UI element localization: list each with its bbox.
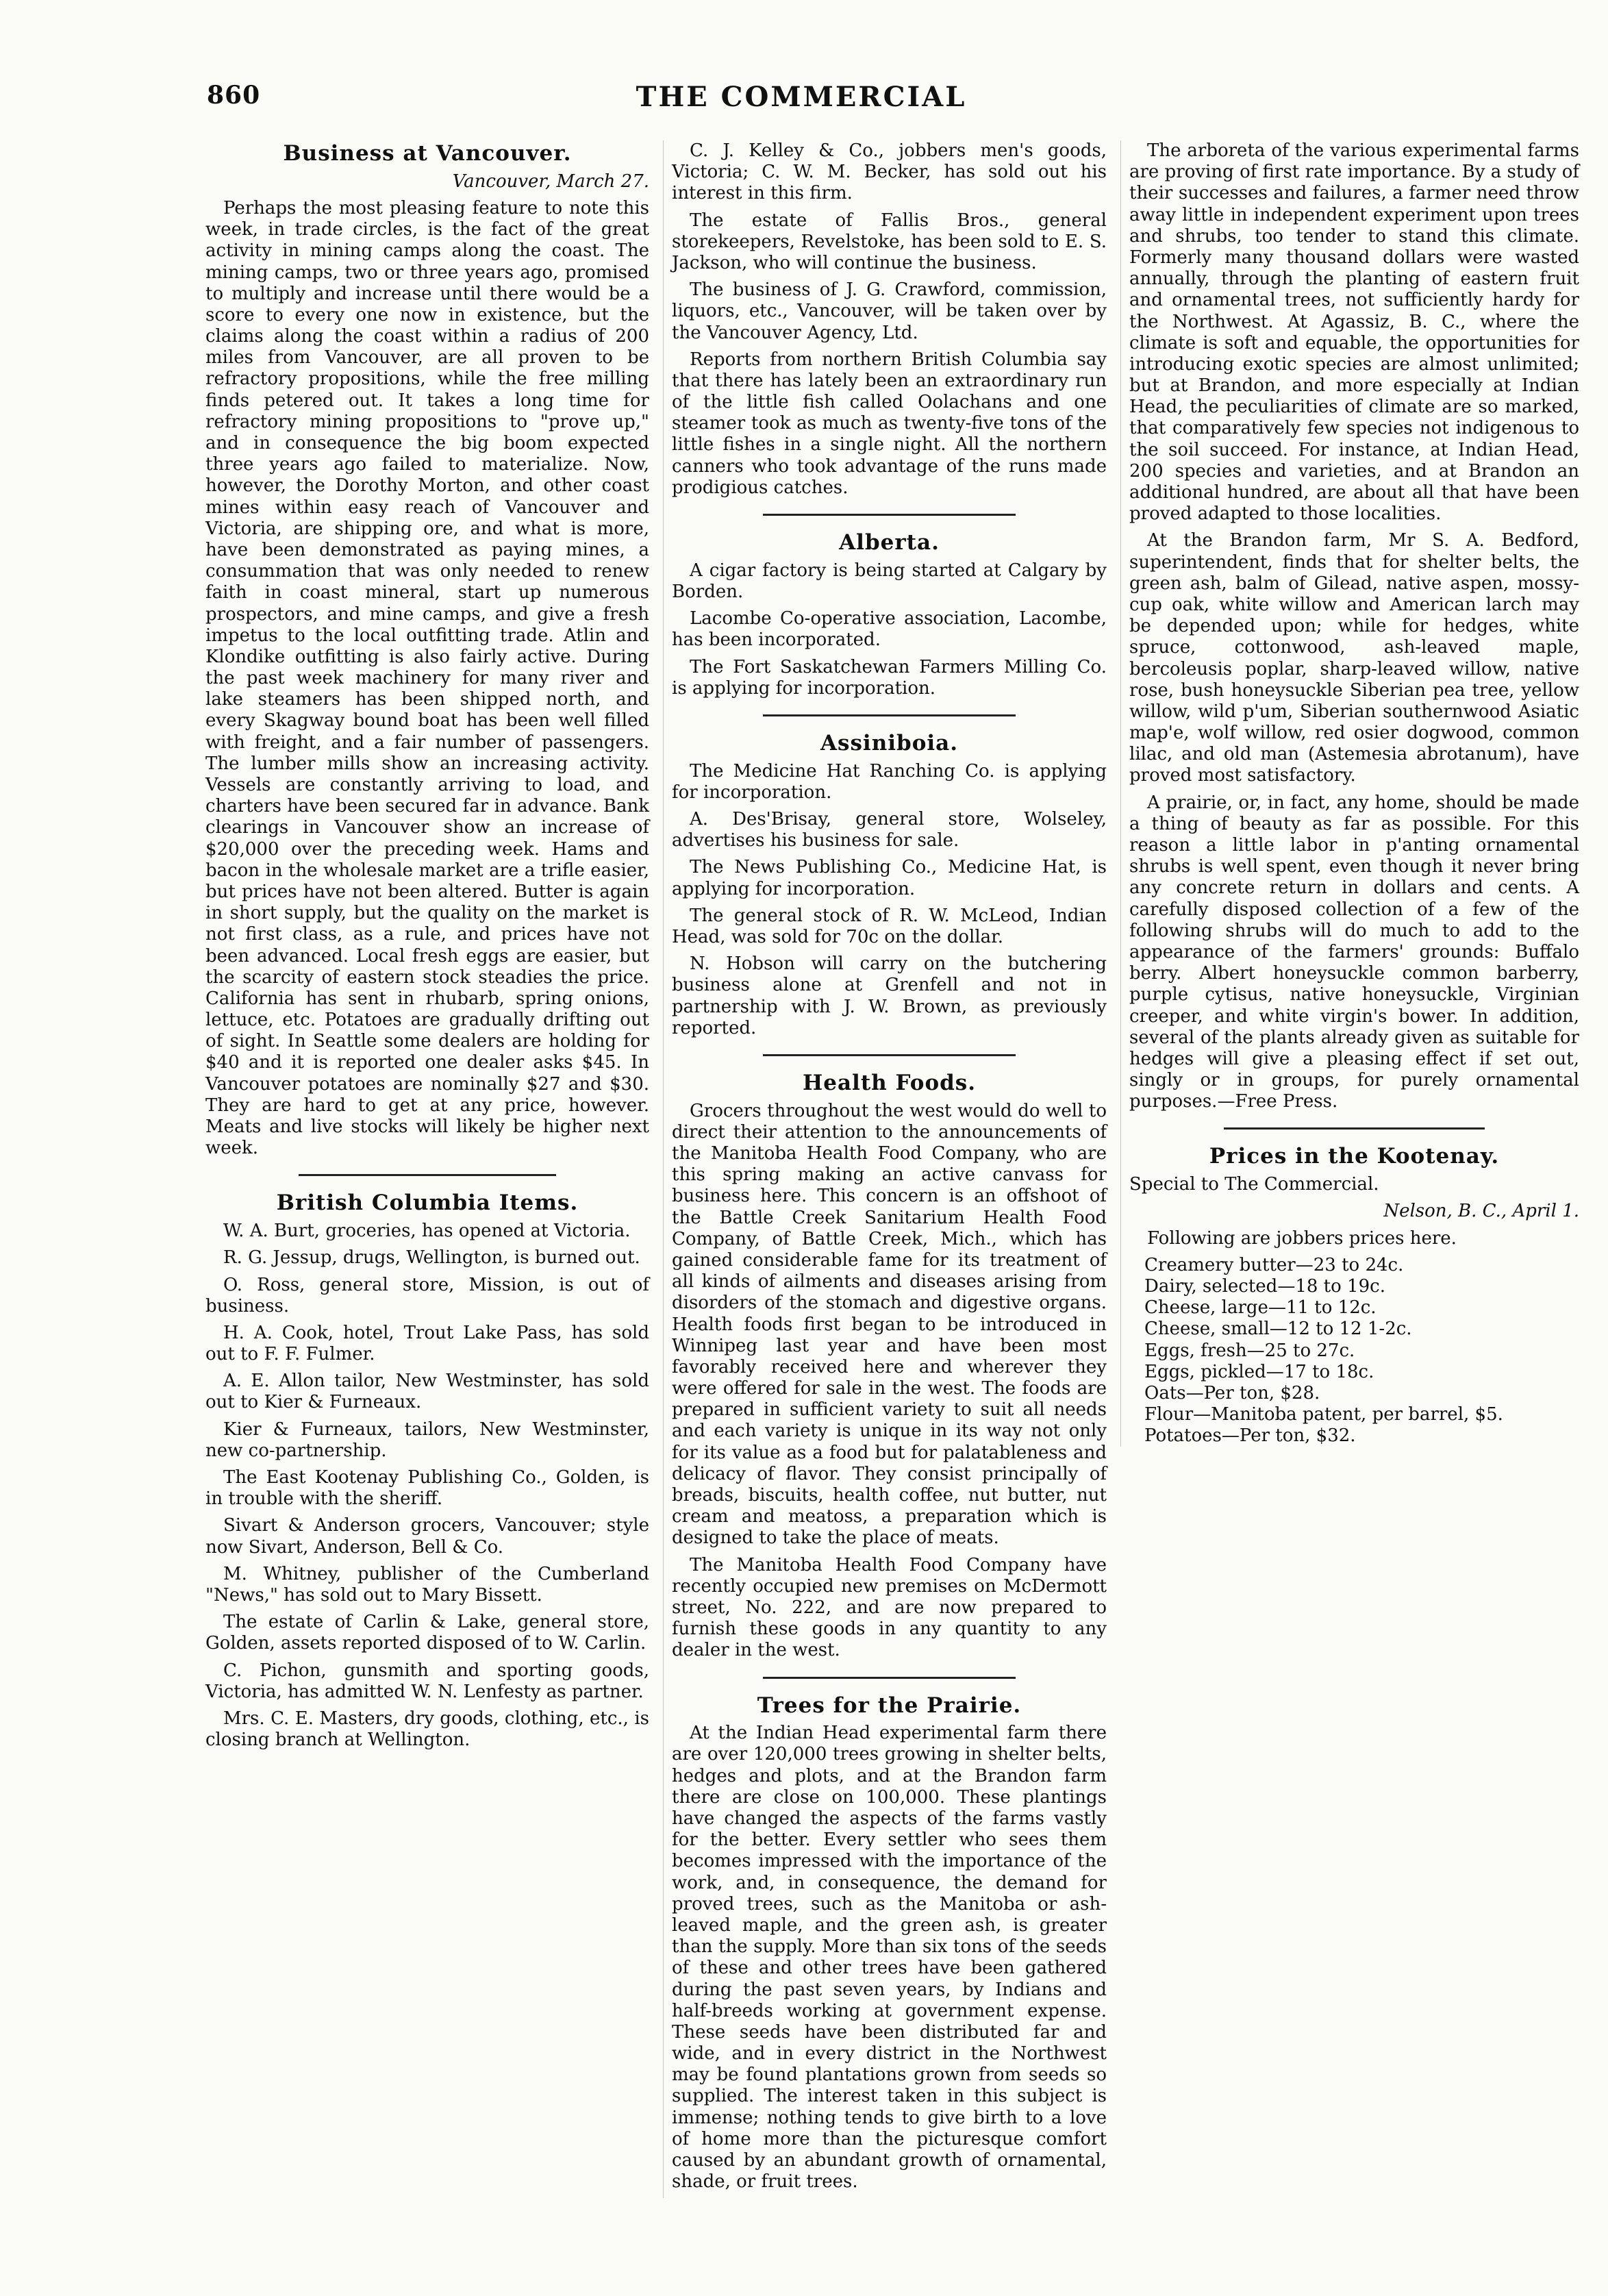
news-item: A. Des'Brisay, general store, Wolseley, advertises his business for sale. (672, 809, 1107, 851)
news-item: The News Publishing Co., Medicine Hat, is applying for incorporation. (672, 857, 1107, 899)
news-item: H. A. Cook, hotel, Trout Lake Pass, has sold out to F. F. Fulmer. (205, 1322, 649, 1365)
article-title-health-foods: Health Foods. (802, 1070, 977, 1095)
column-1 (205, 140, 649, 1756)
price-line: Oats—Per ton, $28. (1144, 1382, 1320, 1403)
news-item: C. J. Kelley & Co., jobbers men's goods, Victoria; C. W. M. Becker, has sold out his interest in this firm. (672, 140, 1107, 204)
news-item: The estate of Carlin & Lake, general store, Golden, assets reported disposed of to W. Carlin. (205, 1612, 649, 1654)
price-line: Cheese, small—12 to 12 1-2c. (1144, 1319, 1412, 1340)
article-title-bc-items: British Columbia Items. (276, 1190, 579, 1216)
news-item: O. Ross, general store, Mission, is out of business. (205, 1274, 649, 1317)
section-divider (763, 514, 1015, 516)
news-item: Kier & Furneaux, tailors, New Westminster, new co-partnership. (205, 1419, 649, 1461)
section-divider (299, 1174, 556, 1176)
price-line: Potatoes—Per ton, $32. (1144, 1425, 1356, 1447)
news-item: Mrs. C. E. Masters, dry goods, clothing, etc., is closing branch at Wellington. (205, 1708, 649, 1751)
page-number: 860 (207, 81, 261, 110)
news-item: C. Pichon, gunsmith and sporting goods, Victoria, has admitted W. N. Lenfesty as partner. (205, 1660, 649, 1702)
article-paragraph: Grocers throughout the west would do well to direct their attention to the announcements of the Manitoba Health Food Company, who are this spring making an active canvass for business here. This concern is an offshoot of the Battle Creek Sanitarium Health Food Company, of Battle Creek, Mich., which has gained considerable fame for its treatment of all kinds of ailments and diseases arising from disorders of the stomach and digestive organs. Health foods first began to be introduced in Winnipeg last year and have been most favorably received here and wherever they were offered for sale in the west. The foods are prepared in sufficient variety to suit all needs and each variety is unique in its way not only for its value as a food but for palatableness and delicacy of flavor. They consist principally of breads, biscuits, health coffee, nut butter, nut cream and meatoss, a preparation which is designed to take the place of meats. (672, 1100, 1107, 1549)
section-divider (1224, 1127, 1485, 1130)
news-item: A cigar factory is being started at Calgary by Borden. (672, 560, 1107, 602)
article-title-kootenay: Prices in the Kootenay. (1209, 1144, 1500, 1169)
article-paragraph: Perhaps the most pleasing feature to note this week, in trade circles, is the fact of the great activity in mining camps along the coast. The mining camps, two or three years ago, promised to multiply and increase until there would be a score to every one now in existence, but the claims along the coast within a radius of 200 miles from Vancouver, are all proven to be refractory propositions, while the free milling finds petered out. It takes a long time for refractory mining propositions to "prove up," and in consequence the big boom expected three years ago failed to materialize. Now, however, the Dorothy Morton, and other coast mines within easy reach of Vancouver and Victoria, are shipping ore, and what is more, have been demonstrated as paying mines, a consummation that was only needed to renew faith in coast mineral, start up numerous prospectors, and mine camps, and give a fresh impetus to the local outfitting trade. Atlin and Klondike outfitting is also fairly active. During the past week machinery for many river and lake steamers has been shipped north, and every Skagway bound boat has been well filled with freight, and a fair number of passengers. The lumber mills show an increasing activity. Vessels are constantly arriving to load, and charters have been secured far in advance. Bank clearings in Vancouver show an increase of $20,000 over the preceding week. Hams and bacon in the wholesale market are a trifle easier, but prices have not been altered. Butter is again in short supply, but the quality on the market is not first class, as a rule, and prices have not been advanced. Local fresh eggs are easier, but the scarcity of eastern stock steadies the price. California has sent in rhubarb, spring onions, lettuce, etc. Potatoes are gradually drifting out of sight. In Seattle some dealers are holding for $40 and it is reported one dealer asks $45. In Vancouver potatoes are nominally $27 and $30. They are hard to get at any price, however. Meats and live stocks will likely be higher next week. (205, 197, 649, 1159)
news-item: R. G. Jessup, drugs, Wellington, is burned out. (223, 1247, 640, 1269)
price-line: Eggs, fresh—25 to 27c. (1144, 1340, 1355, 1361)
news-item: W. A. Burt, groceries, has opened at Victoria. (223, 1221, 631, 1242)
price-line: Dairy, selected—18 to 19c. (1144, 1275, 1385, 1297)
article-title-alberta: Alberta. (839, 530, 940, 555)
page-header (164, 81, 1438, 122)
column-3 (1120, 140, 1579, 1447)
article-title-trees: Trees for the Prairie. (757, 1693, 1022, 1718)
dateline-nelson: Nelson, B. C., April 1. (1383, 1201, 1579, 1222)
news-item: The business of J. G. Crawford, commission, liquors, etc., Vancouver, will be taken over by the Vancouver Agency, Ltd. (672, 279, 1107, 343)
article-title-vancouver: Business at Vancouver. (283, 141, 572, 166)
news-item: Lacombe Co-operative association, Lacombe, has been incorporated. (672, 608, 1107, 651)
news-item: The Medicine Hat Ranching Co. is applying for incorporation. (672, 760, 1107, 803)
article-paragraph: At the Brandon farm, Mr S. A. Bedford, superintendent, finds that for shelter belts, the green ash, balm of Gilead, native aspen, mossy-cup oak, white willow and American larch may be depended upon; while for hedges, white spruce, cottonwood, ash-leaved maple, bercoleusis poplar, sharp-leaved willow, native rose, bush honeysuckle Siberian pea tree, yellow willow, wild p'um, Siberian southernwood Asiatic map'e, wolf willow, red osier dogwood, common lilac, and old man (Astemesia abrotanum), have proved most satisfactory. (1129, 530, 1579, 786)
prices-intro: Following are jobbers prices here. (1147, 1227, 1457, 1249)
news-item: Reports from northern British Columbia say that there has lately been an extraordinary run of the little fish called Oolachans and one steamer took as much as twenty-five tons of the little fishes in a single night. All the northern canners who took advantage of the runs made prodigious catches. (672, 349, 1107, 498)
article-paragraph: At the Indian Head experimental farm there are over 120,000 trees growing in shelter belts, hedges and plots, and at the Brandon farm there are close on 100,000. These plantings have changed the aspects of the farms vastly for the better. Every settler who sees them becomes impressed with the importance of the work, and, in consequence, the demand for proved trees, such as the Manitoba or ash-leaved maple, and the green ash, is greater than the supply. More than six tons of the seeds of these and other trees have been gathered during the past seven years, by Indians and half-breeds working at government expense. These seeds have been distributed far and wide, and in every district in the Northwest may be found plantations grown from seeds so supplied. The interest taken in this subject is immense; nothing tends to give birth to a love of home more than the picturesque comfort caused by an abundant growth of ornamental, shade, or fruit trees. (672, 1723, 1107, 2193)
price-line: Flour—Manitoba patent, per barrel, $5. (1144, 1404, 1503, 1425)
news-item: The estate of Fallis Bros., general storekeepers, Revelstoke, has been sold to E. S. Jackson, who will continue the business. (672, 210, 1107, 273)
dateline-vancouver: Vancouver, March 27. (452, 171, 649, 192)
special-line: Special to The Commercial. (1129, 1174, 1379, 1195)
news-item: The East Kootenay Publishing Co., Golden, is in trouble with the sheriff. (205, 1467, 649, 1510)
section-divider (763, 1054, 1015, 1056)
news-item: Sivart & Anderson grocers, Vancouver; style now Sivart, Anderson, Bell & Co. (205, 1515, 649, 1558)
price-line: Creamery butter—23 to 24c. (1144, 1254, 1404, 1275)
section-divider (763, 1677, 1015, 1679)
price-line: Cheese, large—11 to 12c. (1144, 1297, 1377, 1319)
article-paragraph: The arboreta of the various experimental farms are proving of first rate importance. By a study of their successes and failures, a farmer need throw away little in independent experiment upon trees and shrubs, too tender to stand this climate. Formerly many thousand dollars were wasted annually, through the planting of eastern fruit and ornamental trees, not sufficiently hardy for the Northwest. At Agassiz, B. C., where the climate is soft and equable, the opportunities for introducing exotic species are almost unlimited; but at Brandon, and more especially at Indian Head, the peculiarities of climate are so marked, that comparatively few species not indigenous to the soil succeed. For instance, at Indian Head, 200 species and varieties, and at Brandon an additional hundred, are about all that have been proved adapted to those localities. (1129, 140, 1579, 525)
news-item: M. Whitney, publisher of the Cumberland "News," has sold out to Mary Bissett. (205, 1563, 649, 1606)
article-paragraph: The Manitoba Health Food Company have recently occupied new premises on McDermott street, No. 222, and are now prepared to furnish these goods in any quantity to any dealer in the west. (672, 1554, 1107, 1661)
masthead: THE COMMERCIAL (636, 81, 967, 113)
column-2 (663, 140, 1107, 2198)
price-line: Eggs, pickled—17 to 18c. (1144, 1361, 1374, 1382)
section-divider (763, 714, 1015, 716)
news-item: The general stock of R. W. McLeod, Indian Head, was sold for 70c on the dollar. (672, 905, 1107, 947)
news-item: The Fort Saskatchewan Farmers Milling Co. is applying for incorporation. (672, 656, 1107, 699)
article-title-assiniboia: Assiniboia. (820, 730, 959, 756)
news-item: A. E. Allon tailor, New Westminster, has sold out to Kier & Furneaux. (205, 1371, 649, 1413)
news-item: N. Hobson will carry on the butchering business alone at Grenfell and not in partnership with J. W. Brown, as previously reported. (672, 953, 1107, 1038)
article-paragraph: A prairie, or, in fact, any home, should be made a thing of beauty as far as possible. For this reason a little labor in p'anting ornamental shrubs is well spent, even though it never bring any concrete return in dollars and cents. A carefully disposed collection of a few of the following shrubs will do much to add to the appearance of the farmers' grounds: Buffalo berry. Albert honeysuckle common barberry, purple cytisus, native honeysuckle, Virginian creeper, and white virgin's bower. In addition, several of the plants already given as suitable for hedges will give a pleasing effect if set out, singly or in groups, for purely ornamental purposes.—Free Press. (1129, 792, 1579, 1112)
